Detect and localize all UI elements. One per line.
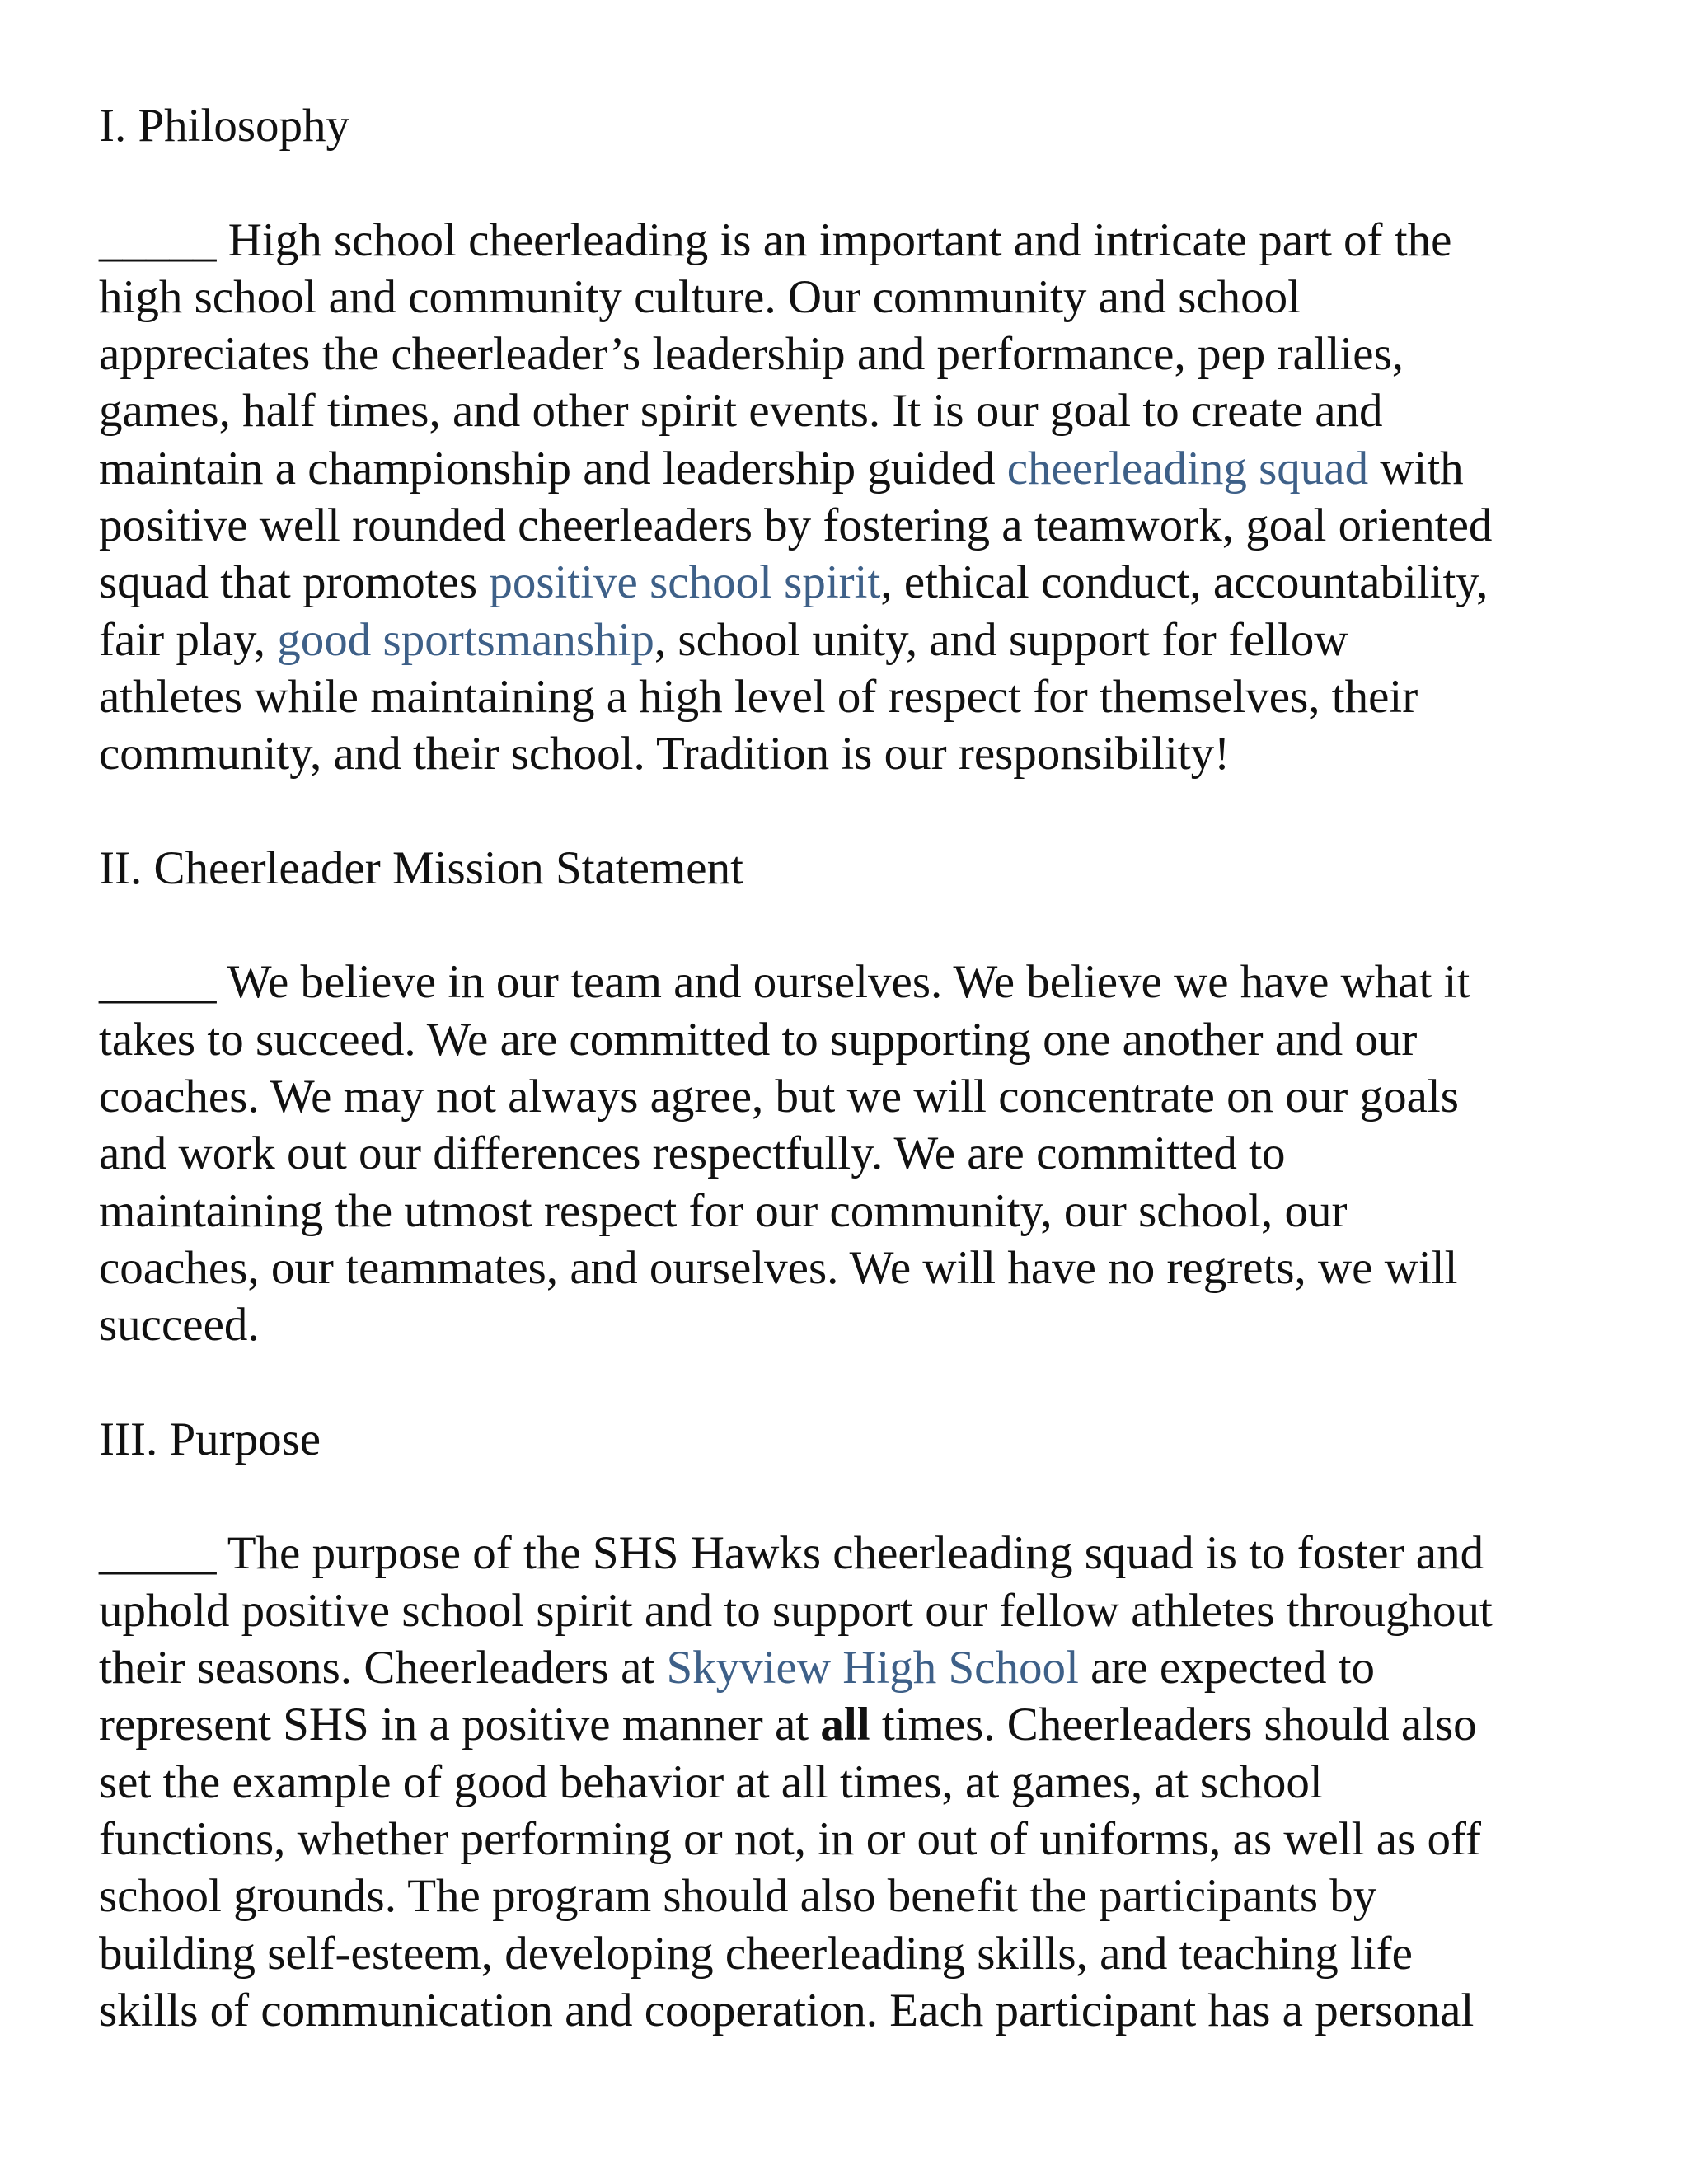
- text-line: [99, 1982, 1607, 2039]
- section-heading-purpose: III. Purpose: [99, 1413, 321, 1465]
- text-run: games, half times, and other spirit events. It is our goal to create and: [99, 385, 1383, 438]
- text-run: are expected to: [1078, 1642, 1376, 1694]
- text-run: with: [1368, 442, 1464, 494]
- section-heading-mission-statement: II. Cheerleader Mission Statement: [99, 841, 743, 894]
- text-line: [99, 1754, 1607, 1811]
- document-page: [99, 97, 1607, 2039]
- text-run: set the example of good behavior at all times, at games, at school: [99, 1755, 1323, 1808]
- text-run: uphold positive school spirit and to support our fellow athletes throughout: [99, 1584, 1493, 1637]
- text-run: , school unity, and support for fellow: [654, 613, 1348, 666]
- text-line: [99, 554, 1607, 611]
- text-line: [99, 612, 1607, 668]
- text-line: [99, 1125, 1607, 1182]
- text-run: community, and their school. Tradition is our responsibility!: [99, 728, 1231, 780]
- text-line: [99, 1696, 1607, 1753]
- text-line: [99, 1011, 1607, 1068]
- hyperlink[interactable]: positive school spirit: [489, 556, 881, 609]
- text-line: [99, 725, 1607, 782]
- text-line: [99, 954, 1607, 1010]
- philosophy-paragraph: [99, 212, 1607, 783]
- text-line: [99, 1183, 1607, 1240]
- purpose-paragraph: [99, 1525, 1607, 2039]
- text-run: maintaining the utmost respect for our community, our school, our: [99, 1184, 1348, 1237]
- text-run: fair play,: [99, 613, 278, 666]
- spacer: [99, 783, 1607, 840]
- spacer: [99, 154, 1607, 211]
- text-line: [99, 1868, 1607, 1924]
- text-line: [99, 668, 1607, 725]
- section-heading-philosophy: I. Philosophy: [99, 100, 350, 152]
- bold-text: all: [820, 1699, 870, 1751]
- text-run: takes to succeed. We are committed to supporting one another and our: [99, 1013, 1418, 1066]
- text-line: [99, 497, 1607, 554]
- text-run: functions, whether performing or not, in or out of uniforms, as well as off: [99, 1812, 1481, 1865]
- hyperlink[interactable]: good sportsmanship: [277, 613, 654, 666]
- text-line: [99, 212, 1607, 269]
- text-run: appreciates the cheerleader’s leadership and performance, pep rallies,: [99, 328, 1404, 381]
- text-line: [99, 382, 1607, 439]
- text-line: [99, 1240, 1607, 1296]
- text-line: [99, 1925, 1607, 1982]
- text-line: [99, 1525, 1607, 1582]
- text-run: coaches, our teammates, and ourselves. We will have no regrets, we will: [99, 1241, 1458, 1294]
- text-run: _____ We believe in our team and ourselves. We believe we have what it: [99, 956, 1470, 1009]
- text-run: _____ High school cheerleading is an important and intricate part of the: [99, 213, 1452, 266]
- text-run: skills of communication and cooperation. Each participant has a personal: [99, 1984, 1475, 2036]
- text-run: _____ The purpose of the SHS Hawks cheerleading squad is to foster and: [99, 1527, 1484, 1580]
- text-run: coaches. We may not always agree, but we will concentrate on our goals: [99, 1071, 1459, 1123]
- text-line: [99, 1296, 1607, 1353]
- text-run: squad that promotes: [99, 556, 490, 609]
- spacer: [99, 897, 1607, 954]
- text-line: [99, 1068, 1607, 1125]
- text-run: represent SHS in a positive manner at: [99, 1699, 821, 1751]
- text-run: and work out our differences respectfully. We are committed to: [99, 1127, 1286, 1180]
- text-run: their seasons. Cheerleaders at: [99, 1642, 667, 1694]
- text-run: maintain a championship and leadership guided: [99, 442, 1007, 494]
- hyperlink[interactable]: cheerleading squad: [1006, 442, 1369, 494]
- text-run: building self-esteem, developing cheerleading skills, and teaching life: [99, 1927, 1413, 1980]
- text-run: succeed.: [99, 1299, 260, 1352]
- hyperlink[interactable]: Skyview High School: [666, 1642, 1079, 1694]
- text-run: times. Cheerleaders should also: [870, 1699, 1477, 1751]
- text-run: positive well rounded cheerleaders by fostering a teamwork, goal oriented: [99, 499, 1493, 552]
- spacer: [99, 1468, 1607, 1525]
- text-run: , ethical conduct, accountability,: [880, 556, 1489, 609]
- text-line: [99, 1582, 1607, 1639]
- text-line: [99, 1811, 1607, 1868]
- text-run: athletes while maintaining a high level of respect for themselves, their: [99, 670, 1418, 723]
- mission-statement-paragraph: [99, 954, 1607, 1353]
- text-line: [99, 269, 1607, 326]
- text-line: [99, 326, 1607, 382]
- spacer: [99, 1354, 1607, 1411]
- text-line: [99, 440, 1607, 497]
- text-run: school grounds. The program should also benefit the participants by: [99, 1870, 1377, 1923]
- text-line: [99, 1639, 1607, 1696]
- text-run: high school and community culture. Our community and school: [99, 270, 1301, 323]
